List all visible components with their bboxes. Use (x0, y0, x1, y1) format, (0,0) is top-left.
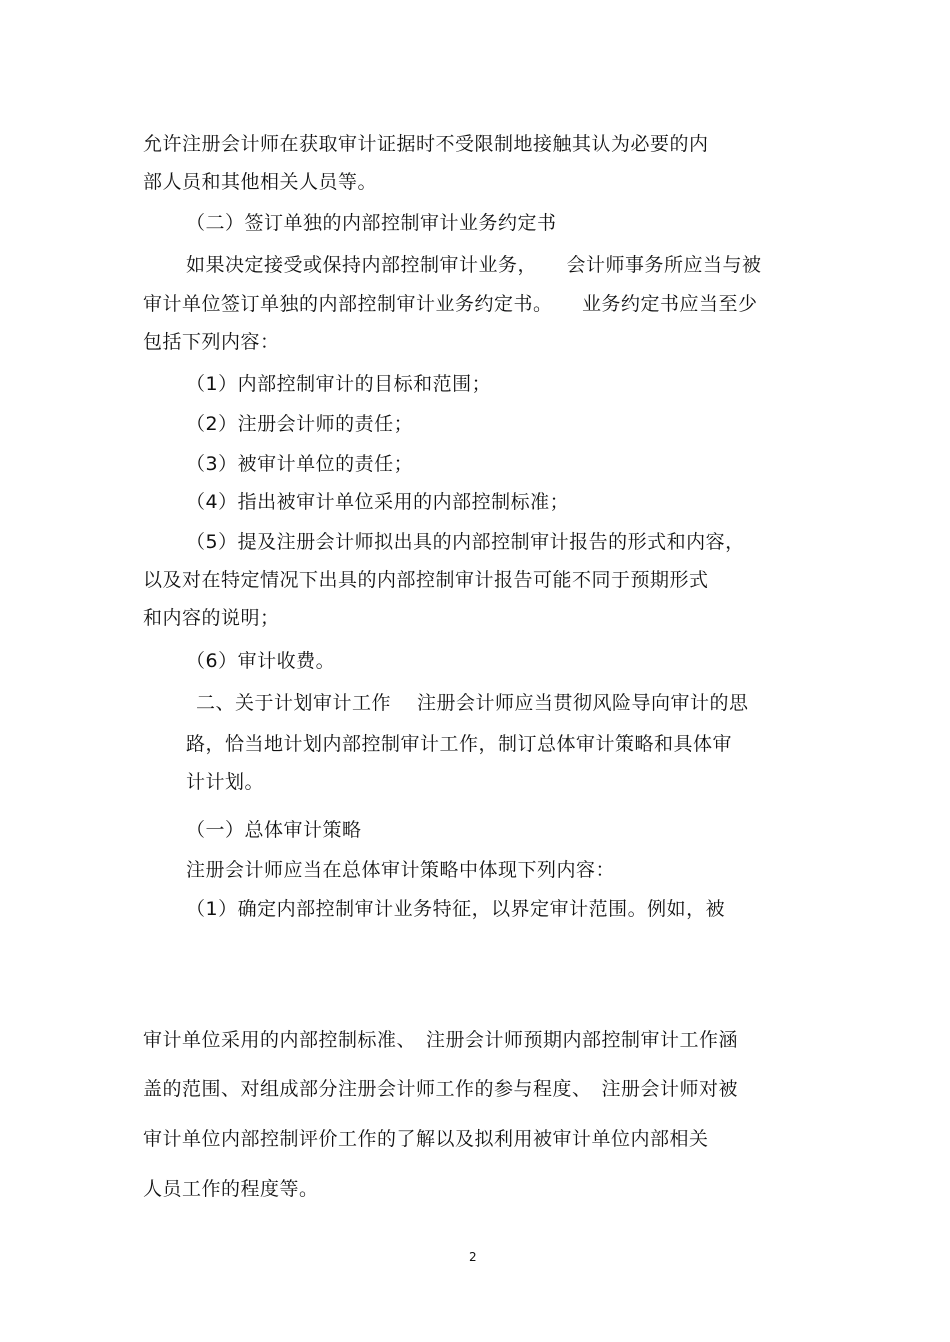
list-item-5-cont-1: 以及对在特定情况下出具的内部控制审计报告可能不同于预期形式 (143, 569, 709, 591)
list-item-5: （5）提及注册会计师拟出具的内部控制审计报告的形式和内容， (186, 531, 745, 553)
list-item-3: （3）被审计单位的责任； (186, 453, 414, 475)
text-line-22: 盖的范围、对组成部分注册会计师工作的参与程度、 注册会计师对被 (143, 1078, 739, 1100)
text-line-5: 审计单位签订单独的内部控制审计业务约定书。 业务约定书应当至少 (143, 293, 758, 315)
text-line-16: 路，恰当地计划内部控制审计工作，制订总体审计策略和具体审 (186, 733, 733, 755)
text-line-1: 允许注册会计师在获取审计证据时不受限制地接触其认为必要的内 (143, 133, 709, 155)
text-line-23: 审计单位内部控制评价工作的了解以及拟利用被审计单位内部相关 (143, 1128, 709, 1150)
section-heading-2: （二）签订单独的内部控制审计业务约定书 (186, 212, 557, 234)
list-item-5-cont-2: 和内容的说明； (143, 607, 280, 629)
text-line-17: 计计划。 (186, 771, 265, 793)
list-item-4: （4）指出被审计单位采用的内部控制标准； (186, 491, 570, 513)
page-number: 2 (469, 1250, 477, 1264)
list-item-2: （2）注册会计师的责任； (186, 413, 414, 435)
text-line-4: 如果决定接受或保持内部控制审计业务， 会计师事务所应当与被 (186, 254, 762, 276)
text-line-21: 审计单位采用的内部控制标准、 注册会计师预期内部控制审计工作涵 (143, 1029, 739, 1051)
list-item-1: （1）内部控制审计的目标和范围； (186, 373, 492, 395)
list-item-6: （6）审计收费。 (186, 650, 336, 672)
subsection-heading-1: （一）总体审计策略 (186, 819, 362, 841)
text-line-19: 注册会计师应当在总体审计策略中体现下列内容： (186, 859, 616, 881)
text-line-6: 包括下列内容： (143, 331, 280, 353)
text-line-2: 部人员和其他相关人员等。 (143, 171, 378, 193)
section-heading-two: 二、关于计划审计工作 注册会计师应当贯彻风险导向审计的思 (196, 692, 749, 714)
text-line-24: 人员工作的程度等。 (143, 1178, 319, 1200)
text-line-20: （1）确定内部控制审计业务特征，以界定审计范围。例如，被 (186, 898, 726, 920)
